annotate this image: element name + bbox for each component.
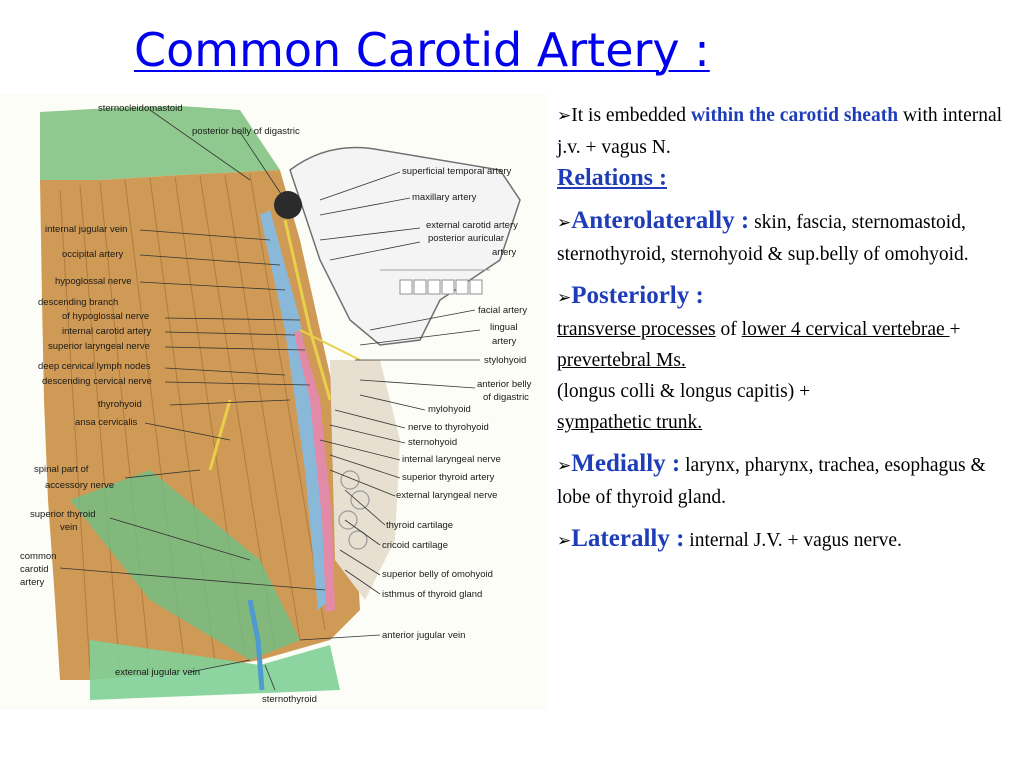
label-occipital-artery: occipital artery (62, 249, 124, 260)
label-artery-cca: artery (20, 577, 45, 588)
label-isthmus-thyroid-gland: isthmus of thyroid gland (382, 589, 483, 600)
arrow-bullet-icon: ➢ (557, 213, 572, 233)
label-sternocleidomastoid: sternocleidomastoid (98, 103, 183, 114)
label-cricoid-cartilage: cricoid cartilage (382, 540, 448, 551)
label-artery: artery (492, 247, 517, 258)
label-superior-thyroid: superior thyroid (30, 509, 96, 520)
label-ansa-cervicalis: ansa cervicalis (75, 417, 138, 428)
arrow-bullet-icon: ➢ (557, 531, 572, 551)
label-external-carotid-artery: external carotid artery (426, 220, 518, 231)
laterally-paragraph: ➢Laterally : internal J.V. + vagus nerve. (557, 525, 902, 552)
label-sternohyoid: sternohyoid (408, 437, 458, 448)
label-descending-branch: descending branch (38, 297, 119, 308)
label-deep-cervical-lymph-nodes: deep cervical lymph nodes (38, 361, 151, 372)
label-superficial-temporal-artery: superficial temporal artery (402, 166, 512, 177)
label-of-hypoglossal-nerve: of hypoglossal nerve (62, 311, 150, 322)
relations-text (557, 100, 1015, 567)
anterolaterally-heading: Anterolaterally : (571, 207, 750, 234)
label-accessory-nerve: accessory nerve (45, 480, 115, 491)
label-lingual: lingual (490, 322, 518, 333)
label-posterior-belly-digastric: posterior belly of digastric (192, 126, 300, 137)
label-common: common (20, 551, 57, 562)
label-nerve-to-thyrohyoid: nerve to thyrohyoid (408, 422, 489, 433)
arrow-bullet-icon: ➢ (557, 456, 572, 476)
label-lingual-artery: artery (492, 336, 517, 347)
label-external-jugular-vein: external jugular vein (115, 667, 201, 678)
label-internal-laryngeal-nerve: internal laryngeal nerve (402, 454, 501, 465)
label-anterior-jugular-vein: anterior jugular vein (382, 630, 466, 641)
label-stylohyoid: stylohyoid (484, 355, 527, 366)
label-external-laryngeal-nerve: external laryngeal nerve (396, 490, 498, 501)
intro-paragraph: ➢It is embedded within the carotid sheath with internal j.v. + vagus N. (557, 105, 1003, 158)
label-superior-thyroid-artery: superior thyroid artery (402, 472, 495, 483)
neck-anatomy-diagram (0, 94, 548, 710)
arrow-bullet-icon: ➢ (557, 106, 572, 126)
label-facial-artery: facial artery (478, 305, 528, 316)
label-mylohyoid: mylohyoid (428, 404, 471, 415)
medially-paragraph: ➢Medially : larynx, pharynx, trachea, esophagus & lobe of thyroid gland. (557, 450, 986, 508)
label-carotid: carotid (20, 564, 49, 575)
label-anterior-belly: anterior belly (477, 379, 532, 390)
laterally-heading: Laterally : (571, 525, 685, 552)
arrow-bullet-icon: ➢ (557, 288, 572, 308)
label-superior-laryngeal-nerve: superior laryngeal nerve (48, 341, 150, 352)
relations-heading: Relations : (557, 165, 667, 191)
label-of-digastric: of digastric (483, 392, 529, 403)
medially-heading: Medially : (571, 450, 681, 477)
label-hypoglossal-nerve: hypoglossal nerve (55, 276, 132, 287)
slide-title: Common Carotid Artery : (134, 23, 710, 77)
label-thyrohyoid: thyrohyoid (98, 399, 142, 410)
label-spinal-part-of: spinal part of (34, 464, 89, 475)
label-internal-jugular-vein: internal jugular vein (45, 224, 128, 235)
posteriorly-heading: Posteriorly : (571, 282, 704, 309)
label-sternothyroid: sternothyroid (262, 694, 317, 705)
label-internal-carotid-artery: internal carotid artery (62, 326, 152, 337)
posteriorly-paragraph: ➢Posteriorly : transverse processes of lower 4 cervical vertebrae + prevertebral Ms. (longus colli & longus capitis) + sympathetic trunk. (557, 282, 961, 433)
label-vein: vein (60, 522, 78, 533)
carotid-sheath-emphasis: within the carotid sheath (690, 105, 899, 126)
anterolaterally-paragraph: ➢Anterolaterally : skin, fascia, sternomastoid, sternothyroid, sternohyoid & sup.belly of omohyoid. (557, 207, 969, 265)
label-maxillary-artery: maxillary artery (412, 192, 477, 203)
label-thyroid-cartilage: thyroid cartilage (386, 520, 454, 531)
label-superior-belly-omohyoid: superior belly of omohyoid (382, 569, 493, 580)
label-posterior-auricular: posterior auricular (428, 233, 505, 244)
label-descending-cervical-nerve: descending cervical nerve (42, 376, 152, 387)
